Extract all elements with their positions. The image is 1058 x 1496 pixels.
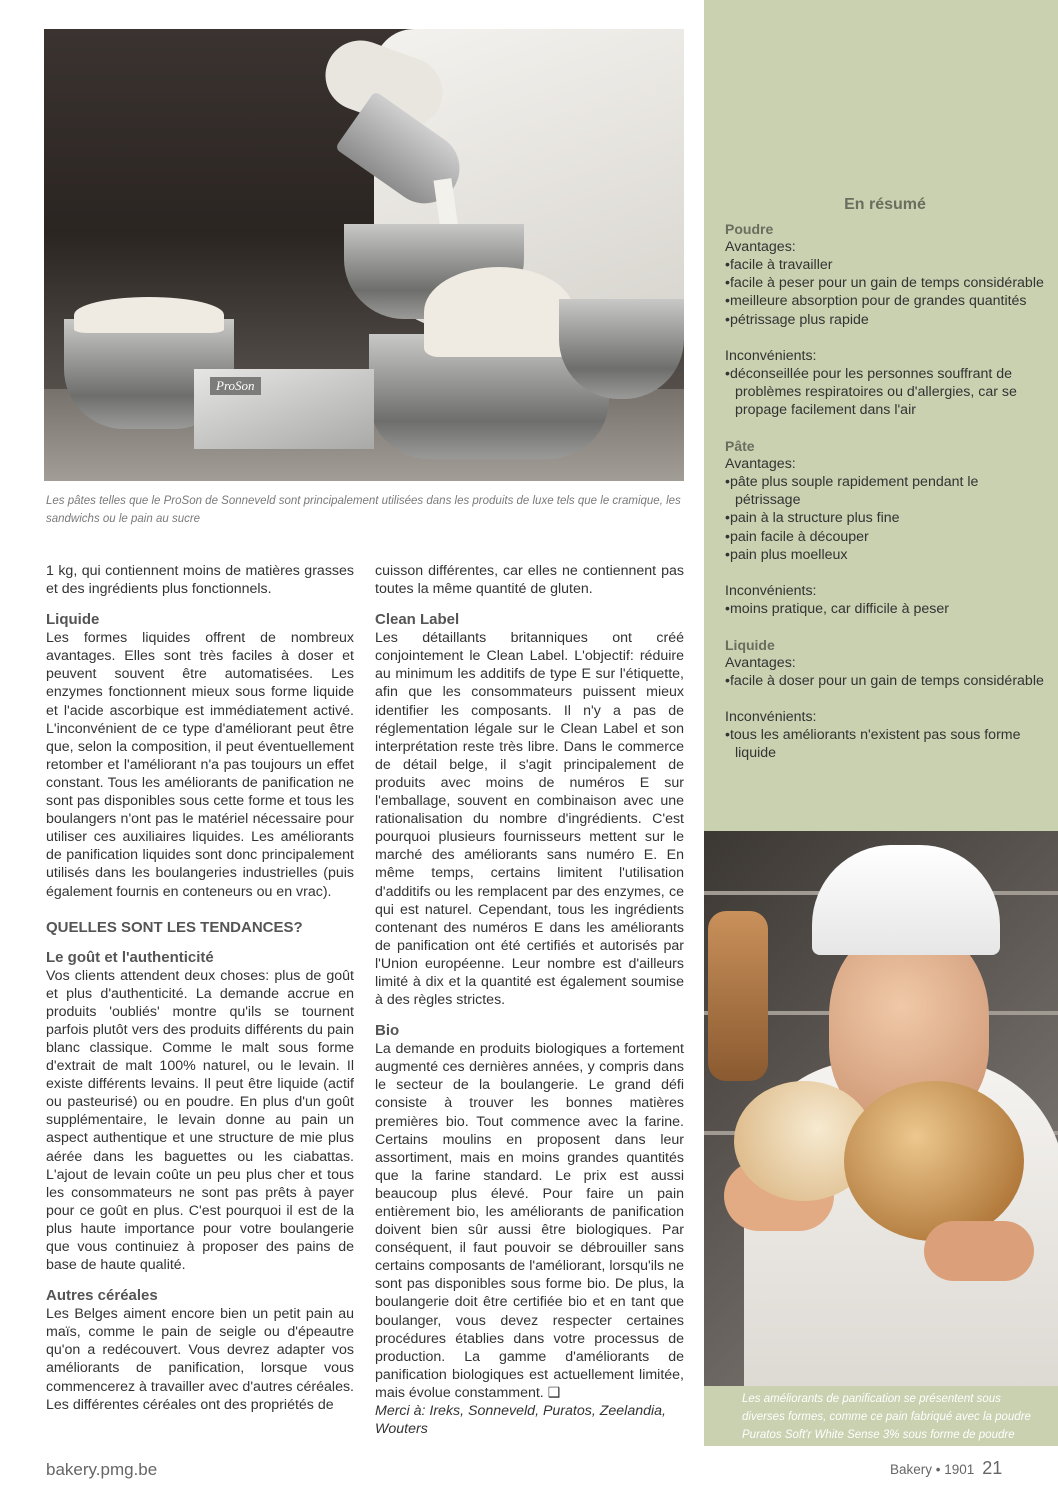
summary-bullet: •pain facile à découper: [725, 528, 869, 545]
cereales-text: Les Belges aiment encore bien un petit pain au maïs, comme le pain de seigle ou d'épeautre qu'on a redécouvert. Vous devrez adapter vos améliorants de panification, lorsque vous commencerez à travailler avec d'autres céréales. Les différentes céréales ont des propriétés de: [46, 1306, 354, 1413]
summary-adv-label: Avantages:: [725, 654, 796, 671]
summary-adv-label: Avantages:: [725, 239, 796, 256]
clean-label-text: Les détaillants britanniques ont créé conjointement le Clean Label. L'objectif: réduire au minimum les additifs de type E sur l'étiquette, afin que les consommateurs puissent mieux identifier les composants. Il n'y a pas de réglementation légale sur le Clean Label et son interprétation reste très libre. Dans le commerce de détail belge, il s'agit principalement de produits avec moins de numéros E sur l'emballage, souvent en combinaison avec une rationalisation du nombre d'ingrédients. C'est pourquoi plusieurs fournisseurs mettent sur le marché des améliorants sans numéro E. En même temps, certains limitent l'utilisation d'additifs ou les remplacent par des enzymes, ce qui est naturel. Cependant, tous les ingrédients contenant des numéros E dans les améliorants de panification ont été certifiés et autorisés par l'Union européenne. Leur nombre est d'ailleurs limité à dix et la quantité est également soumise à des règles strictes.: [375, 630, 684, 1009]
top-photo: [44, 29, 684, 481]
column-1: [46, 562, 354, 1414]
baker-caption: Les améliorants de panification se présentent sous diverses formes, comme ce pain fabriqué avec la poudre Puratos Soft'r White Sense 3% sous forme de poudre: [742, 1393, 1031, 1441]
footer-magazine: Bakery • 1901: [890, 1462, 975, 1477]
thanks-text: Merci à: Ireks, Sonneveld, Puratos, Zeelandia, Wouters: [375, 1403, 666, 1438]
summary-bullet: •moins pratique, car difficile à peser: [725, 600, 949, 617]
background-loaf: [708, 911, 768, 1081]
summary-bullet: •pétrissage plus rapide: [725, 311, 869, 328]
summary-bullet: •tous les améliorants n'existent pas sous forme liquide: [725, 727, 1021, 762]
gout-heading: Le goût et l'authenticité: [46, 948, 214, 966]
summary-bullet: •pain à la structure plus fine: [725, 510, 900, 527]
column-2: [375, 562, 684, 1438]
summary-title: En résumé: [844, 196, 926, 213]
cereales-heading: Autres céréales: [46, 1287, 158, 1305]
footer-page-info: [890, 1458, 1002, 1479]
tendances-heading: QUELLES SONT LES TENDANCES?: [46, 918, 303, 936]
summary-bullet: •déconseillée pour les personnes souffrant de problèmes respiratoires ou d'allergies, car se propage facilement dans l'air: [725, 365, 1017, 418]
summary-bullet: •pain plus moelleux: [725, 546, 848, 563]
summary-bullet: •facile à doser pour un gain de temps considérable: [725, 673, 1044, 690]
pack-label: ProSon: [210, 377, 261, 395]
baker-photo: [704, 831, 1058, 1386]
bio-heading: Bio: [375, 1022, 400, 1040]
baker-hat: [812, 845, 1000, 955]
col1-intro: 1 kg, qui contiennent moins de matières grasses et des ingrédients plus fonctionnels.: [46, 563, 354, 598]
gout-text: Vos clients attendent deux choses: plus de goût et plus d'authenticité. La demande accrue en produits 'oubliés' montre qu'ils se tournent parfois plutôt vers des produits différents du pain blanc classique. Comme le malt sous forme d'extrait de malt 100% naturel, ou le levain. Il existe différents levains. Il peut être liquide (actif ou pasteurisé) ou en poudre. En plus d'un goût supplémentaire, le levain donne au pain un aspect authentique et une structure de mie plus aérée dans les baguettes ou les ciabattas. L'ajout de levain coûte un peu plus cher et tous les consommateurs ne sont pas prêts à payer pour ce goût en plus. C'est pourquoi il est de la plus haute importance pour votre boulangerie que vous continuiez à proposer des pains de base de haute qualité.: [46, 967, 354, 1274]
top-photo-caption: Les pâtes telles que le ProSon de Sonneveld sont principalement utilisées dans les produits de luxe tels que le cramique, les sandwichs ou le pain au sucre: [46, 495, 681, 525]
col2-intro: cuisson différentes, car elles ne contiennent pas toutes la même quantité de gluten.: [375, 563, 684, 598]
flour-pile: [74, 297, 224, 333]
liquide-text: Les formes liquides offrent de nombreux avantages. Elles sont très faciles à doser et peuvent souvent être automatisées. Les enzymes fonctionnent mieux sous forme liquide et l'acide ascorbique est immédiatement activé. L'inconvénient de ce type d'améliorant peut être que, selon la composition, il peut éventuellement retomber et l'améliorant n'a pas toujours un effet constant. Tous les améliorants de panification ne sont pas disponibles sous cette forme et tous les boulangers n'ont pas le matériel nécessaire pour utiliser ces auxiliaires liquides. Les améliorants de panification liquides sont donc principalement utilisés dans les boulangeries industrielles (puis également fournis en conteneurs ou en vrac).: [46, 630, 354, 900]
summary-pate-heading: Pâte: [725, 438, 755, 455]
bread-half-right: [844, 1081, 1024, 1241]
flour-pile: [424, 267, 574, 357]
footer-website[interactable]: bakery.pmg.be: [46, 1460, 158, 1479]
summary-dis-label: Inconvénients:: [725, 709, 817, 726]
summary-bullet: •facile à peser pour un gain de temps considérable: [725, 275, 1044, 292]
summary-poudre-heading: Poudre: [725, 221, 774, 238]
liquide-heading: Liquide: [46, 611, 100, 629]
summary-bullet: •facile à travailler: [725, 257, 833, 274]
summary-liquide-heading: Liquide: [725, 636, 775, 653]
page-number: 21: [982, 1458, 1003, 1478]
summary-bullet: •meilleure absorption pour de grandes quantités: [725, 293, 1027, 310]
summary-box: [725, 196, 1045, 762]
bio-text: La demande en produits biologiques a fortement augmenté ces dernières années, y compris dans le secteur de la boulangerie. Le grand défi consiste à trouver les bonnes matières premières bio. Tout commence avec la farine. Certains moulins en proposent dans leur assortiment, mais en moins grandes quantités que la farine standard. Le prix est aussi beaucoup plus élevé. Pour faire un pain entièrement bio, les améliorants de panification doivent bien sûr aussi être biologiques. Par conséquent, il faut pouvoir se débrouiller sans certains composants de l'améliorant, lorsqu'ils ne sont pas disponibles sous forme bio. De plus, la boulangerie doit être certifiée bio et en tant que boulanger, vous devez respecter certaines procédures établies dans votre processus de production. La gamme d'améliorants de panification biologiques est actuellement limitée, mais évolue constamment. ❑: [375, 1041, 684, 1401]
baker-hand: [924, 1221, 1034, 1281]
summary-dis-label: Inconvénients:: [725, 582, 817, 599]
proson-pack: [194, 369, 374, 449]
summary-bullet: •pâte plus souple rapidement pendant le pétrissage: [725, 474, 979, 509]
summary-dis-label: Inconvénients:: [725, 347, 817, 364]
clean-label-heading: Clean Label: [375, 611, 460, 629]
summary-adv-label: Avantages:: [725, 456, 796, 473]
